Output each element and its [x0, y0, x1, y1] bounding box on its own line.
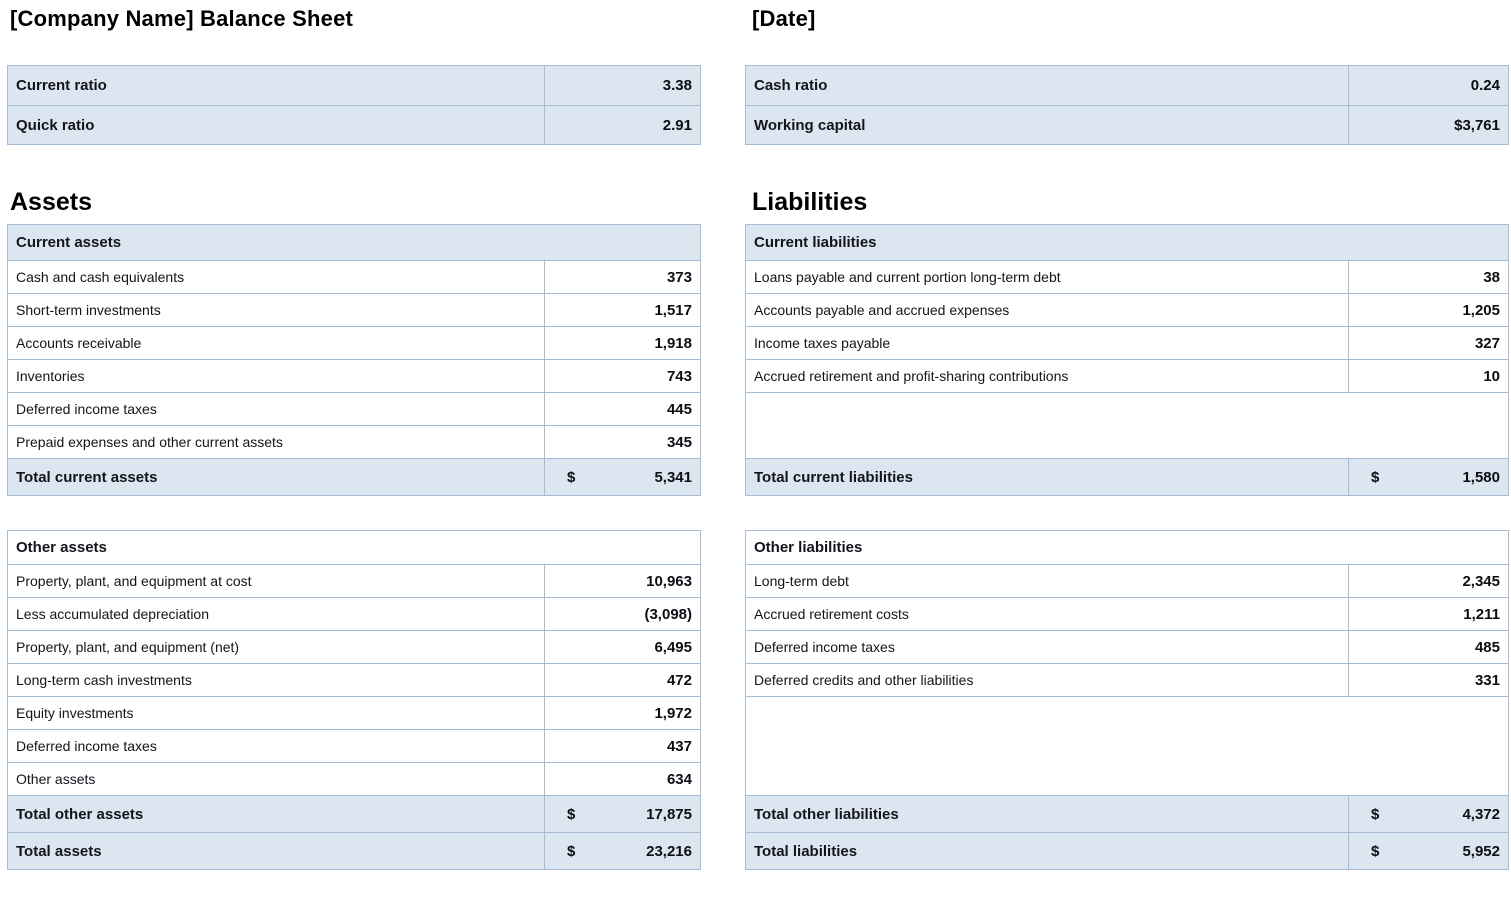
ratio-row: [746, 105, 1508, 144]
current-liabilities-table: [745, 224, 1509, 496]
ratio-label: Current ratio: [16, 77, 107, 94]
row-value: 6,495: [544, 631, 700, 663]
currency-symbol: $: [1371, 805, 1380, 823]
table-row: [746, 564, 1508, 597]
spacer-rows: [746, 392, 1508, 458]
total-label: Total other liabilities: [754, 805, 899, 823]
row-value: 445: [544, 393, 700, 425]
section-header-label: Current assets: [16, 234, 122, 251]
row-value: 1,205: [1348, 294, 1508, 326]
other-liabilities-table: [745, 530, 1509, 870]
row-label: Deferred credits and other liabilities: [754, 672, 974, 688]
total-value: [1348, 459, 1508, 495]
total-amount: 5,341: [654, 468, 692, 486]
total-row: [746, 795, 1508, 832]
row-label: Loans payable and current portion long-term debt: [754, 269, 1061, 285]
table-section-header: [8, 531, 700, 564]
row-value: 373: [544, 261, 700, 293]
ratio-table-right: [745, 65, 1509, 145]
currency-symbol: $: [1371, 468, 1380, 486]
row-value: 1,517: [544, 294, 700, 326]
other-assets-table: [7, 530, 701, 870]
row-label: Prepaid expenses and other current assets: [16, 434, 283, 450]
table-row: [8, 293, 700, 326]
table-row: [8, 762, 700, 795]
row-value: (3,098): [544, 598, 700, 630]
grand-total-row: [8, 832, 700, 869]
table-section-header: [8, 225, 700, 260]
total-amount: 4,372: [1462, 805, 1500, 823]
table-row: [8, 630, 700, 663]
row-value: 10,963: [544, 565, 700, 597]
page-title: [Company Name] Balance Sheet: [10, 6, 354, 31]
total-value: [1348, 833, 1508, 869]
row-label: Deferred income taxes: [16, 738, 157, 754]
table-row: [8, 729, 700, 762]
table-row: [8, 564, 700, 597]
ratio-label: Cash ratio: [754, 77, 828, 94]
total-label: Total current assets: [16, 468, 158, 486]
table-row: [746, 359, 1508, 392]
row-label: Accrued retirement and profit-sharing contributions: [754, 368, 1069, 384]
ratio-label: Quick ratio: [16, 116, 95, 134]
row-label: Cash and cash equivalents: [16, 269, 185, 285]
total-row: [8, 458, 700, 495]
currency-symbol: $: [1371, 842, 1380, 860]
ratio-row: [8, 66, 700, 105]
table-row: [8, 663, 700, 696]
total-amount: 17,875: [646, 805, 692, 823]
table-row: [8, 326, 700, 359]
section-header-label: Current liabilities: [754, 234, 877, 251]
row-value: 743: [544, 360, 700, 392]
row-value: 345: [544, 426, 700, 458]
ratio-row: [8, 105, 700, 144]
row-value: 485: [1348, 631, 1508, 663]
row-label: Long-term debt: [754, 573, 849, 589]
total-amount: 23,216: [646, 842, 692, 860]
total-amount: 1,580: [1462, 468, 1500, 486]
total-amount: 5,952: [1462, 842, 1500, 860]
liabilities-heading: Liabilities: [752, 188, 868, 216]
total-row: [8, 795, 700, 832]
total-label: Total other assets: [16, 805, 144, 823]
ratio-value: 2.91: [544, 106, 700, 144]
total-label: Total liabilities: [754, 842, 858, 860]
row-label: Inventories: [16, 368, 85, 384]
row-label: Property, plant, and equipment (net): [16, 639, 240, 655]
total-value: [1348, 796, 1508, 832]
row-value: 634: [544, 763, 700, 795]
row-value: 472: [544, 664, 700, 696]
table-row: [8, 696, 700, 729]
table-section-header: [746, 225, 1508, 260]
currency-symbol: $: [567, 805, 576, 823]
current-assets-table: [7, 224, 701, 496]
spacer-rows: [746, 696, 1508, 795]
table-row: [8, 359, 700, 392]
ratio-value: 0.24: [1348, 66, 1508, 105]
row-label: Property, plant, and equipment at cost: [16, 573, 252, 589]
row-label: Other assets: [16, 771, 96, 787]
total-value: [544, 459, 700, 495]
row-label: Accounts payable and accrued expenses: [754, 302, 1010, 318]
table-row: [746, 597, 1508, 630]
section-header-label: Other assets: [16, 539, 107, 556]
ratio-value: 3.38: [544, 66, 700, 105]
total-label: Total assets: [16, 842, 102, 860]
row-value: 10: [1348, 360, 1508, 392]
row-label: Deferred income taxes: [754, 639, 895, 655]
total-value: [544, 796, 700, 832]
row-label: Less accumulated depreciation: [16, 606, 210, 622]
total-value: [544, 833, 700, 869]
table-row: [746, 293, 1508, 326]
row-value: 437: [544, 730, 700, 762]
table-section-header: [746, 531, 1508, 564]
table-row: [746, 663, 1508, 696]
row-label: Equity investments: [16, 705, 134, 721]
table-row: [746, 326, 1508, 359]
section-header-label: Other liabilities: [754, 539, 863, 556]
row-label: Accounts receivable: [16, 335, 142, 351]
row-label: Long-term cash investments: [16, 672, 192, 688]
currency-symbol: $: [567, 468, 576, 486]
row-value: 1,211: [1348, 598, 1508, 630]
row-label: Accrued retirement costs: [754, 606, 909, 622]
table-row: [8, 597, 700, 630]
table-row: [8, 260, 700, 293]
date-label: [Date]: [752, 6, 816, 31]
table-row: [8, 392, 700, 425]
ratio-row: [746, 66, 1508, 105]
table-row: [8, 425, 700, 458]
row-value: 327: [1348, 327, 1508, 359]
grand-total-row: [746, 832, 1508, 869]
table-row: [746, 260, 1508, 293]
currency-symbol: $: [567, 842, 576, 860]
ratio-value: $3,761: [1348, 106, 1508, 144]
row-label: Short-term investments: [16, 302, 161, 318]
row-value: 2,345: [1348, 565, 1508, 597]
ratio-table-left: [7, 65, 701, 145]
ratio-label: Working capital: [754, 116, 866, 134]
row-label: Deferred income taxes: [16, 401, 157, 417]
row-value: 38: [1348, 261, 1508, 293]
row-value: 1,972: [544, 697, 700, 729]
table-row: [746, 630, 1508, 663]
assets-heading: Assets: [10, 188, 92, 216]
total-label: Total current liabilities: [754, 468, 913, 486]
total-row: [746, 458, 1508, 495]
row-label: Income taxes payable: [754, 335, 891, 351]
row-value: 331: [1348, 664, 1508, 696]
row-value: 1,918: [544, 327, 700, 359]
